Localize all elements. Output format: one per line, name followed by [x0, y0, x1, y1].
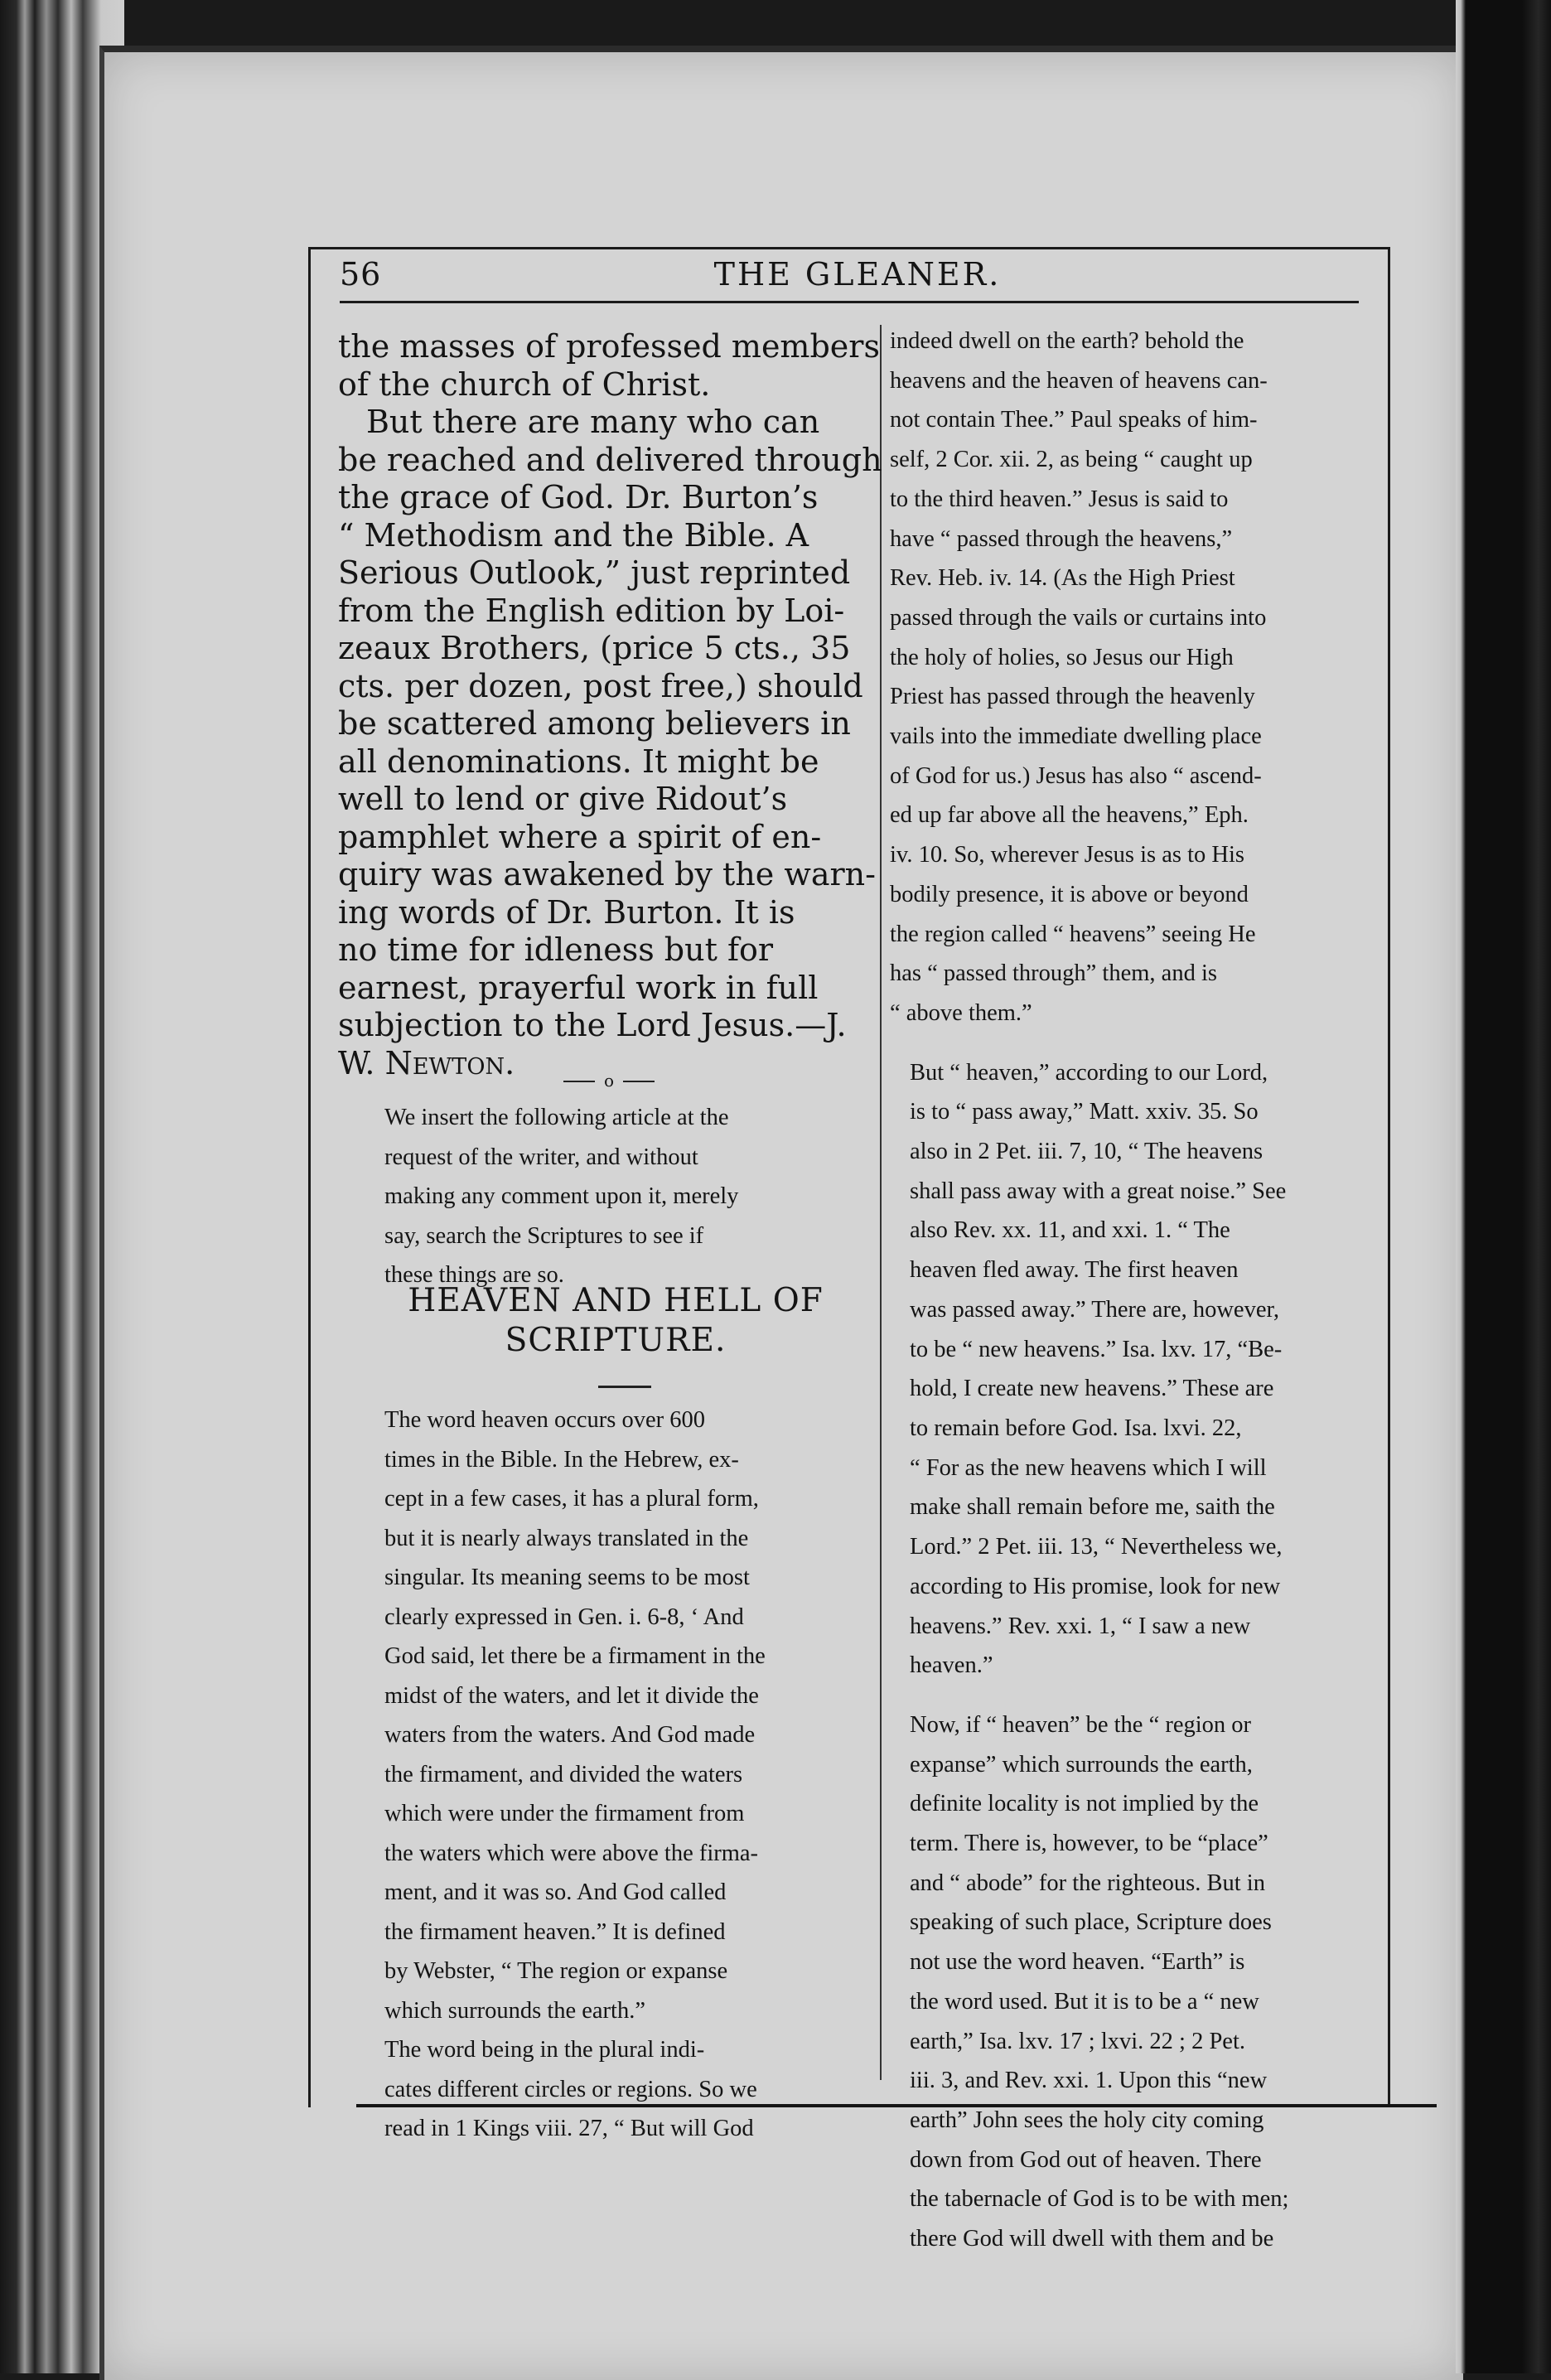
letter-opening: the masses of professed members of the church of Christ. — [338, 328, 880, 403]
page-number: 56 — [340, 256, 382, 293]
article-paragraph: The word being in the plural indi- cates different circles or regions. So we read in 1 Kings viii. 27, “ But will God — [384, 2037, 757, 2141]
article-paragraph: indeed dwell on the earth? behold the heavens and the heaven of heavens can- not contain Thee.” Paul speaks of him- self, 2 Cor. xii. 2, as being “ caught up to the third heaven.” Jesus is said to have “ passed through the heavens,” Rev. Heb. iv. 14. (As the High Priest passed through the vails or curtains into the holy of holies, so Jesus our High Priest has passed through the heavenly vails into the immediate dwelling place of God for us.) Jesus has also “ ascend- ed up far above all the heavens,” Eph. iv. 10. So, wherever Jesus is as to His bodily presence, it is above or beyond the region called “ heavens” seeing He has “ passed through” them, and is “ above them.” — [890, 328, 1268, 1026]
editor-note: We insert the following article at the request of the writer, and without making any comment upon it, merely say, search the Scriptures to see if these things are so. — [384, 1105, 739, 1288]
running-header — [340, 253, 1375, 302]
letter-signature: W. Newton. — [338, 1044, 515, 1081]
article-paragraph: But “ heaven,” according to our Lord, is to “ pass away,” Matt. xxiv. 35. So also in 2 Pet. iii. 7, 10, “ The heavens shall pass away with a great noise.” See also Rev. xx. 11, and xxi. 1. “ The heaven fled away. The first heaven was passed away.” There are, however, to be “ new heavens.” Isa. lxv. 17, “Be- hold, I create new heavens.” These are to remain before God. Isa. lxvi. 22, “ For as the new heavens which I will make shall remain before me, saith the Lord.” 2 Pet. iii. 13, “ Nevertheless we, according to His promise, look for new heavens.” Rev. xxi. 1, “ I saw a new heaven.” — [910, 1059, 1287, 1679]
header-rule — [340, 301, 1359, 303]
letter-paragraph: But there are many who can be reached and delivered through the grace of God. Dr. Burton’s “ Methodism and the Bible. A Serious Outlook,” just reprinted from the English edition by Loi- zeaux Brothers, (price 5 cts., 35 cts. per dozen, post free,) should be scattered among believers in all denominations. It might be well to lend or give Ridout’s pamphlet where a spirit of en- quiry was awakened by the warn- ing words of Dr. Burton. It is no time for idleness but for earnest, prayerful work in full subjection to the Lord Jesus.—J. W. Newton. — [338, 404, 882, 1081]
article-paragraph: Now, if “ heaven” be the “ region or expanse” which surrounds the earth, definite locality is not implied by the term. There is, however, to be “place” and “ abode” for the righteous. But in speaking of such place, Scripture does not use the word heaven. “Earth” is the word used. But it is to be a “ new earth,” Isa. lxv. 17 ; lxvi. 22 ; 2 Pet. iii. 3, and Rev. xxi. 1. Upon this “new earth” John sees the holy city coming down from God out of heaven. There the tabernacle of God is to be with men; there God will dwell with them and be — [910, 1711, 1289, 2252]
column-divider — [880, 325, 882, 2080]
section-ornament: o — [563, 1072, 655, 1089]
journal-title: THE GLEANER. — [713, 256, 1002, 293]
article-title: HEAVEN AND HELL OF SCRIPTURE. — [408, 1282, 824, 1359]
left-column-letter — [338, 328, 882, 1082]
title-rule — [598, 1386, 651, 1388]
article-paragraph: The word heaven occurs over 600 times in the Bible. In the Hebrew, ex- cept in a few cases, it has a plural form, but it is nearly always translated in the singular. Its meaning seems to be most clearly expressed in Gen. i. 6-8, ‘ And God said, let there be a firmament in the midst of the waters, and let it divide the waters from the waters. And God made the firmament, and divided the waters which were under the firmament from the waters which were above the firma- ment, and it was so. And God called the firmament heaven.” It is defined by Webster, “ The region or expanse which surrounds the earth.” — [384, 1407, 766, 2024]
article-body-left — [365, 1400, 867, 2149]
scan-background-right — [1456, 0, 1551, 2373]
right-column — [890, 322, 1413, 2259]
